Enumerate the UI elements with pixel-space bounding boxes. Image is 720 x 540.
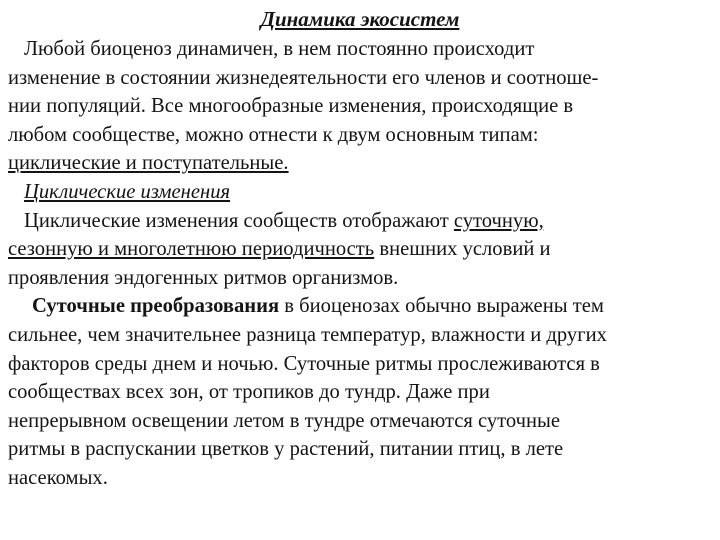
body-line-13: сообществах всех зон, от тропиков до тундр. Даже при	[8, 381, 490, 404]
slide-title: Динамика экосистем	[260, 7, 460, 31]
daily-underlined: суточную,	[453, 209, 544, 232]
slide-body	[8, 35, 712, 493]
body-line-14: непрерывном освещении летом в тундре отмечаются суточные	[8, 409, 561, 432]
body-line-7	[8, 207, 712, 236]
body-line-11: сильнее, чем значительнее разница температур, влажности и других	[8, 323, 607, 346]
body-line-8-text: внешних условий и	[374, 238, 551, 261]
body-line-16: насекомых.	[8, 466, 108, 489]
body-line-10-text: в биоценозах обычно выражены тем	[279, 295, 604, 318]
daily-transformations-bold: Суточные преобразования	[32, 295, 280, 318]
body-line-1: Любой биоценоз динамичен, в нем постоянно происходит	[24, 38, 535, 60]
body-line-5	[8, 149, 712, 178]
body-line-7-text: Циклические изменения сообществ отображают	[24, 209, 454, 232]
body-line-15: ритмы в распускании цветков у растений, питании птиц, в лете	[8, 438, 564, 461]
periodicity-underlined: сезонную и многолетнюю периодичность	[8, 238, 375, 261]
subheading-text: Циклические изменения	[24, 180, 231, 203]
body-line-3: нии популяций. Все многообразные изменения, происходящие в	[8, 95, 574, 118]
body-line-4: любом сообществе, можно отнести к двум основным типам:	[8, 123, 539, 146]
body-line-9: проявления эндогенных ритмов организмов.	[8, 266, 399, 289]
body-line-10	[8, 292, 712, 321]
body-line-8	[8, 235, 712, 264]
body-line-12: факторов среды днем и ночью. Суточные ритмы прослеживаются в	[8, 352, 600, 375]
body-line-2: изменение в состоянии жизнедеятельности его членов и соотноше-	[8, 66, 599, 89]
subheading-cyclic-changes	[8, 178, 712, 207]
cyclic-progressive-underlined: циклические и поступательные.	[8, 152, 289, 175]
